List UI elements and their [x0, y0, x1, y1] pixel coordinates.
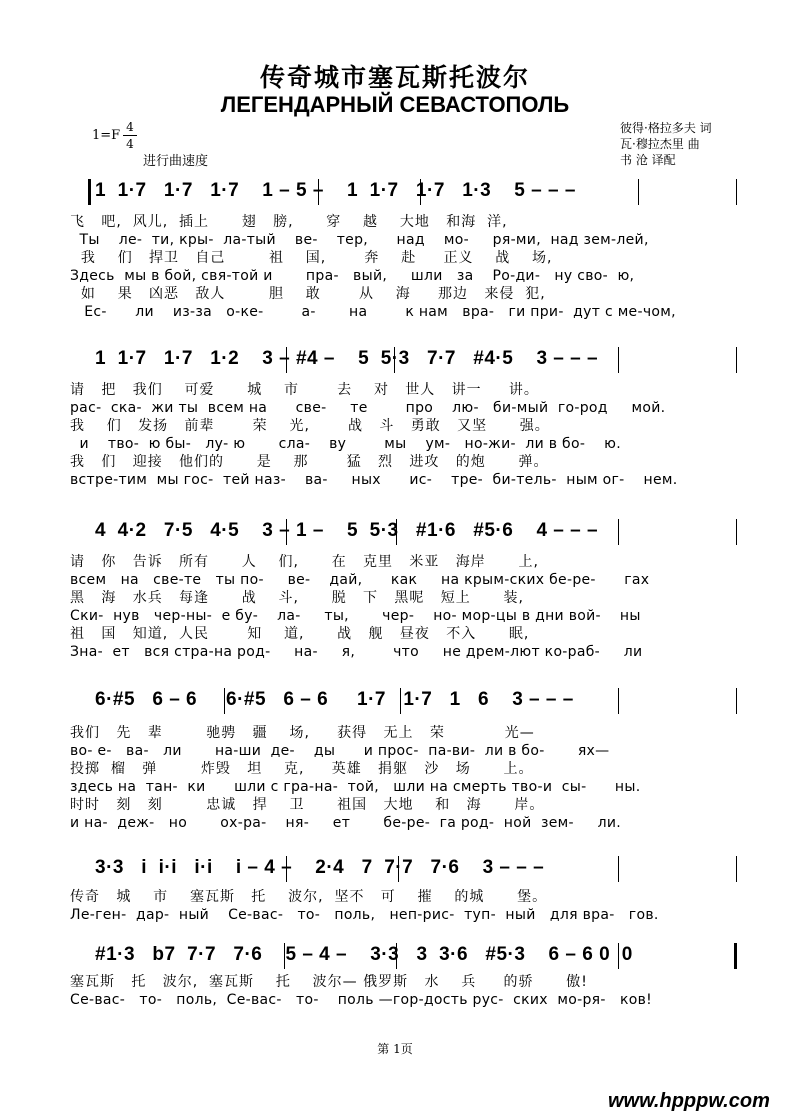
lyrics-block: [70, 213, 730, 321]
lyric-line: 时时 刻 刻 忠诚 捍 卫 祖国 大地 和 海 岸。: [70, 797, 545, 813]
title-russian: ЛЕГЕНДАРНЫЙ СЕВАСТОПОЛЬ: [220, 92, 570, 117]
notes-text: 3·3 i i·i i·i i – 4 – 2·4 7 7·7 7·6 3 – – –: [95, 857, 545, 878]
lyric-line: 请 把 我们 可爱 城 市 去 对 世人 讲一 讲。: [70, 382, 539, 398]
lyric-line: 祖 国 知道, 人民 知 道, 战 舰 昼夜 不入 眠,: [70, 626, 530, 642]
lyric-line: здесь на тан- ки шли с гра-на- той, шли на смерть тво-и сы- ны.: [70, 779, 641, 795]
page-number: 第 1页: [377, 1042, 413, 1056]
lyric-line: 飞 吧, 风儿, 插上 翅 膀, 穿 越 大地 和海 洋,: [70, 214, 508, 230]
lyric-line: Зна- ет вся стра-на род- на- я, что не дрем-лют ко-раб- ли: [70, 644, 643, 660]
credit-lyricist: 彼得·格拉多夫 词: [620, 121, 712, 135]
lyric-line: Ски- нув чер-ны- е бу- ла- ты, чер- но- мор-цы в дни вой- ны: [70, 608, 641, 624]
notes-text: 1 1·7 1·7 1·7 1 – 5 – 1 1·7 1·7 1·3 5 – – –: [95, 180, 576, 201]
time-sig-top: 4: [126, 120, 134, 134]
credit-composer: 瓦·穆拉杰里 曲: [620, 137, 700, 151]
barline: [736, 856, 737, 882]
notes-row: [0, 686, 790, 716]
lyric-line: 我 们 发扬 前辈 荣 光, 战 斗 勇敢 又坚 强。: [70, 418, 550, 434]
lyric-line: рас- ска- жи ты всем на све- те про лю- би-мый го-род мой.: [70, 400, 666, 416]
lyric-line: во- е- ва- ли на-ши де- ды и прос- па-ви- ли в бо- ях—: [70, 743, 610, 759]
lyric-line: 黑 海 水兵 每逢 战 斗, 脱 下 黑呢 短上 装,: [70, 590, 524, 606]
lyric-line: 传奇 城 市 塞瓦斯 托 波尔, 坚不 可 摧 的城 堡。: [70, 889, 548, 905]
lyrics-block: [70, 888, 730, 924]
lyric-line: и на- деж- но ох-ра- ня- ет бе-ре- га род- ной зем- ли.: [70, 815, 621, 831]
lyric-line: 我 们 捍卫 自己 祖 国, 奔 赴 正义 战 场,: [70, 250, 553, 266]
lyric-line: Ес- ли из-за о-ке- а- на к нам вра- ги при- дут с ме-чом,: [70, 304, 676, 320]
lyric-line: всем на све-те ты по- ве- дай, как на крым-ских бе-ре- гах: [70, 572, 650, 588]
barline: [736, 688, 737, 714]
notes-row: [0, 345, 790, 375]
notes-text: 6·#5 6 – 6 6·#5 6 – 6 1·7 1·7 1 6 3 – – –: [95, 689, 574, 710]
lyric-line: встре-тим мы гос- тей наз- ва- ных ис- тре- би-тель- ным ог- нем.: [70, 472, 678, 488]
notes-text: 4 4·2 7·5 4·5 3 – 1 – 5 5·3 #1·6 #5·6 4 – – –: [95, 520, 599, 541]
repeat-barline: [88, 179, 91, 205]
lyric-line: 我们 先 辈 驰骋 疆 场, 获得 无上 荣 光—: [70, 725, 535, 741]
lyric-line: 请 你 告诉 所有 人 们, 在 克里 米亚 海岸 上,: [70, 554, 539, 570]
key-signature: 1=F: [92, 128, 121, 143]
tempo-marking: 进行曲速度: [143, 154, 209, 169]
lyric-line: Ты ле- ти, кры- ла-тый ве- тер, над мо- ря-ми, над зем-лей,: [70, 232, 649, 248]
notes-row: [0, 517, 790, 547]
lyric-line: 投掷 榴 弹 炸毁 坦 克, 英雄 捐躯 沙 场 上。: [70, 761, 534, 777]
lyrics-block: [70, 553, 730, 661]
lyrics-block: [70, 973, 730, 1009]
notes-row: [0, 177, 790, 207]
lyrics-block: [70, 381, 730, 489]
barline: [736, 519, 737, 545]
lyric-line: Се-вас- то- поль, Се-вас- то- поль —гор-дость рус- ских мо-ря- ков!: [70, 992, 653, 1008]
lyric-line: 塞瓦斯 托 波尔, 塞瓦斯 托 波尔— 俄罗斯 水 兵 的骄 傲!: [70, 974, 588, 990]
lyric-line: Ле-ген- дар- ный Се-вас- то- поль, неп-рис- туп- ный для вра- гов.: [70, 907, 659, 923]
notes-text: 1 1·7 1·7 1·2 3 – #4 – 5 5·3 7·7 #4·5 3 – – –: [95, 348, 599, 369]
notes-text: #1·3 b7 7·7 7·6 5 – 4 – 3·3 3 3·6 #5·3 6 – 6 0 0: [95, 944, 633, 965]
title-chinese: 传奇城市塞瓦斯托波尔: [259, 63, 530, 92]
lyric-line: Здесь мы в бой, свя-той и пра- вый, шли за Ро-ди- ну сво- ю,: [70, 268, 635, 284]
barline: [736, 347, 737, 373]
watermark: www.hpppw.com: [608, 1090, 770, 1112]
notes-row: [0, 941, 790, 971]
time-sig-bottom: 4: [126, 137, 134, 151]
time-sig-divider: [123, 135, 137, 136]
lyric-line: и тво- ю бы- лу- ю сла- ву мы ум- но-жи- ли в бо- ю.: [70, 436, 622, 452]
time-signature: [123, 120, 137, 151]
lyric-line: 如 果 凶恶 敌人 胆 敢 从 海 那边 来侵 犯,: [70, 286, 546, 302]
notes-row: [0, 854, 790, 884]
lyric-line: 我 们 迎接 他们的 是 那 猛 烈 进攻 的炮 弹。: [70, 454, 549, 470]
barline: [736, 179, 737, 205]
credits: [620, 120, 790, 168]
lyrics-block: [70, 724, 730, 832]
credit-translator: 书 沧 译配: [620, 153, 676, 167]
